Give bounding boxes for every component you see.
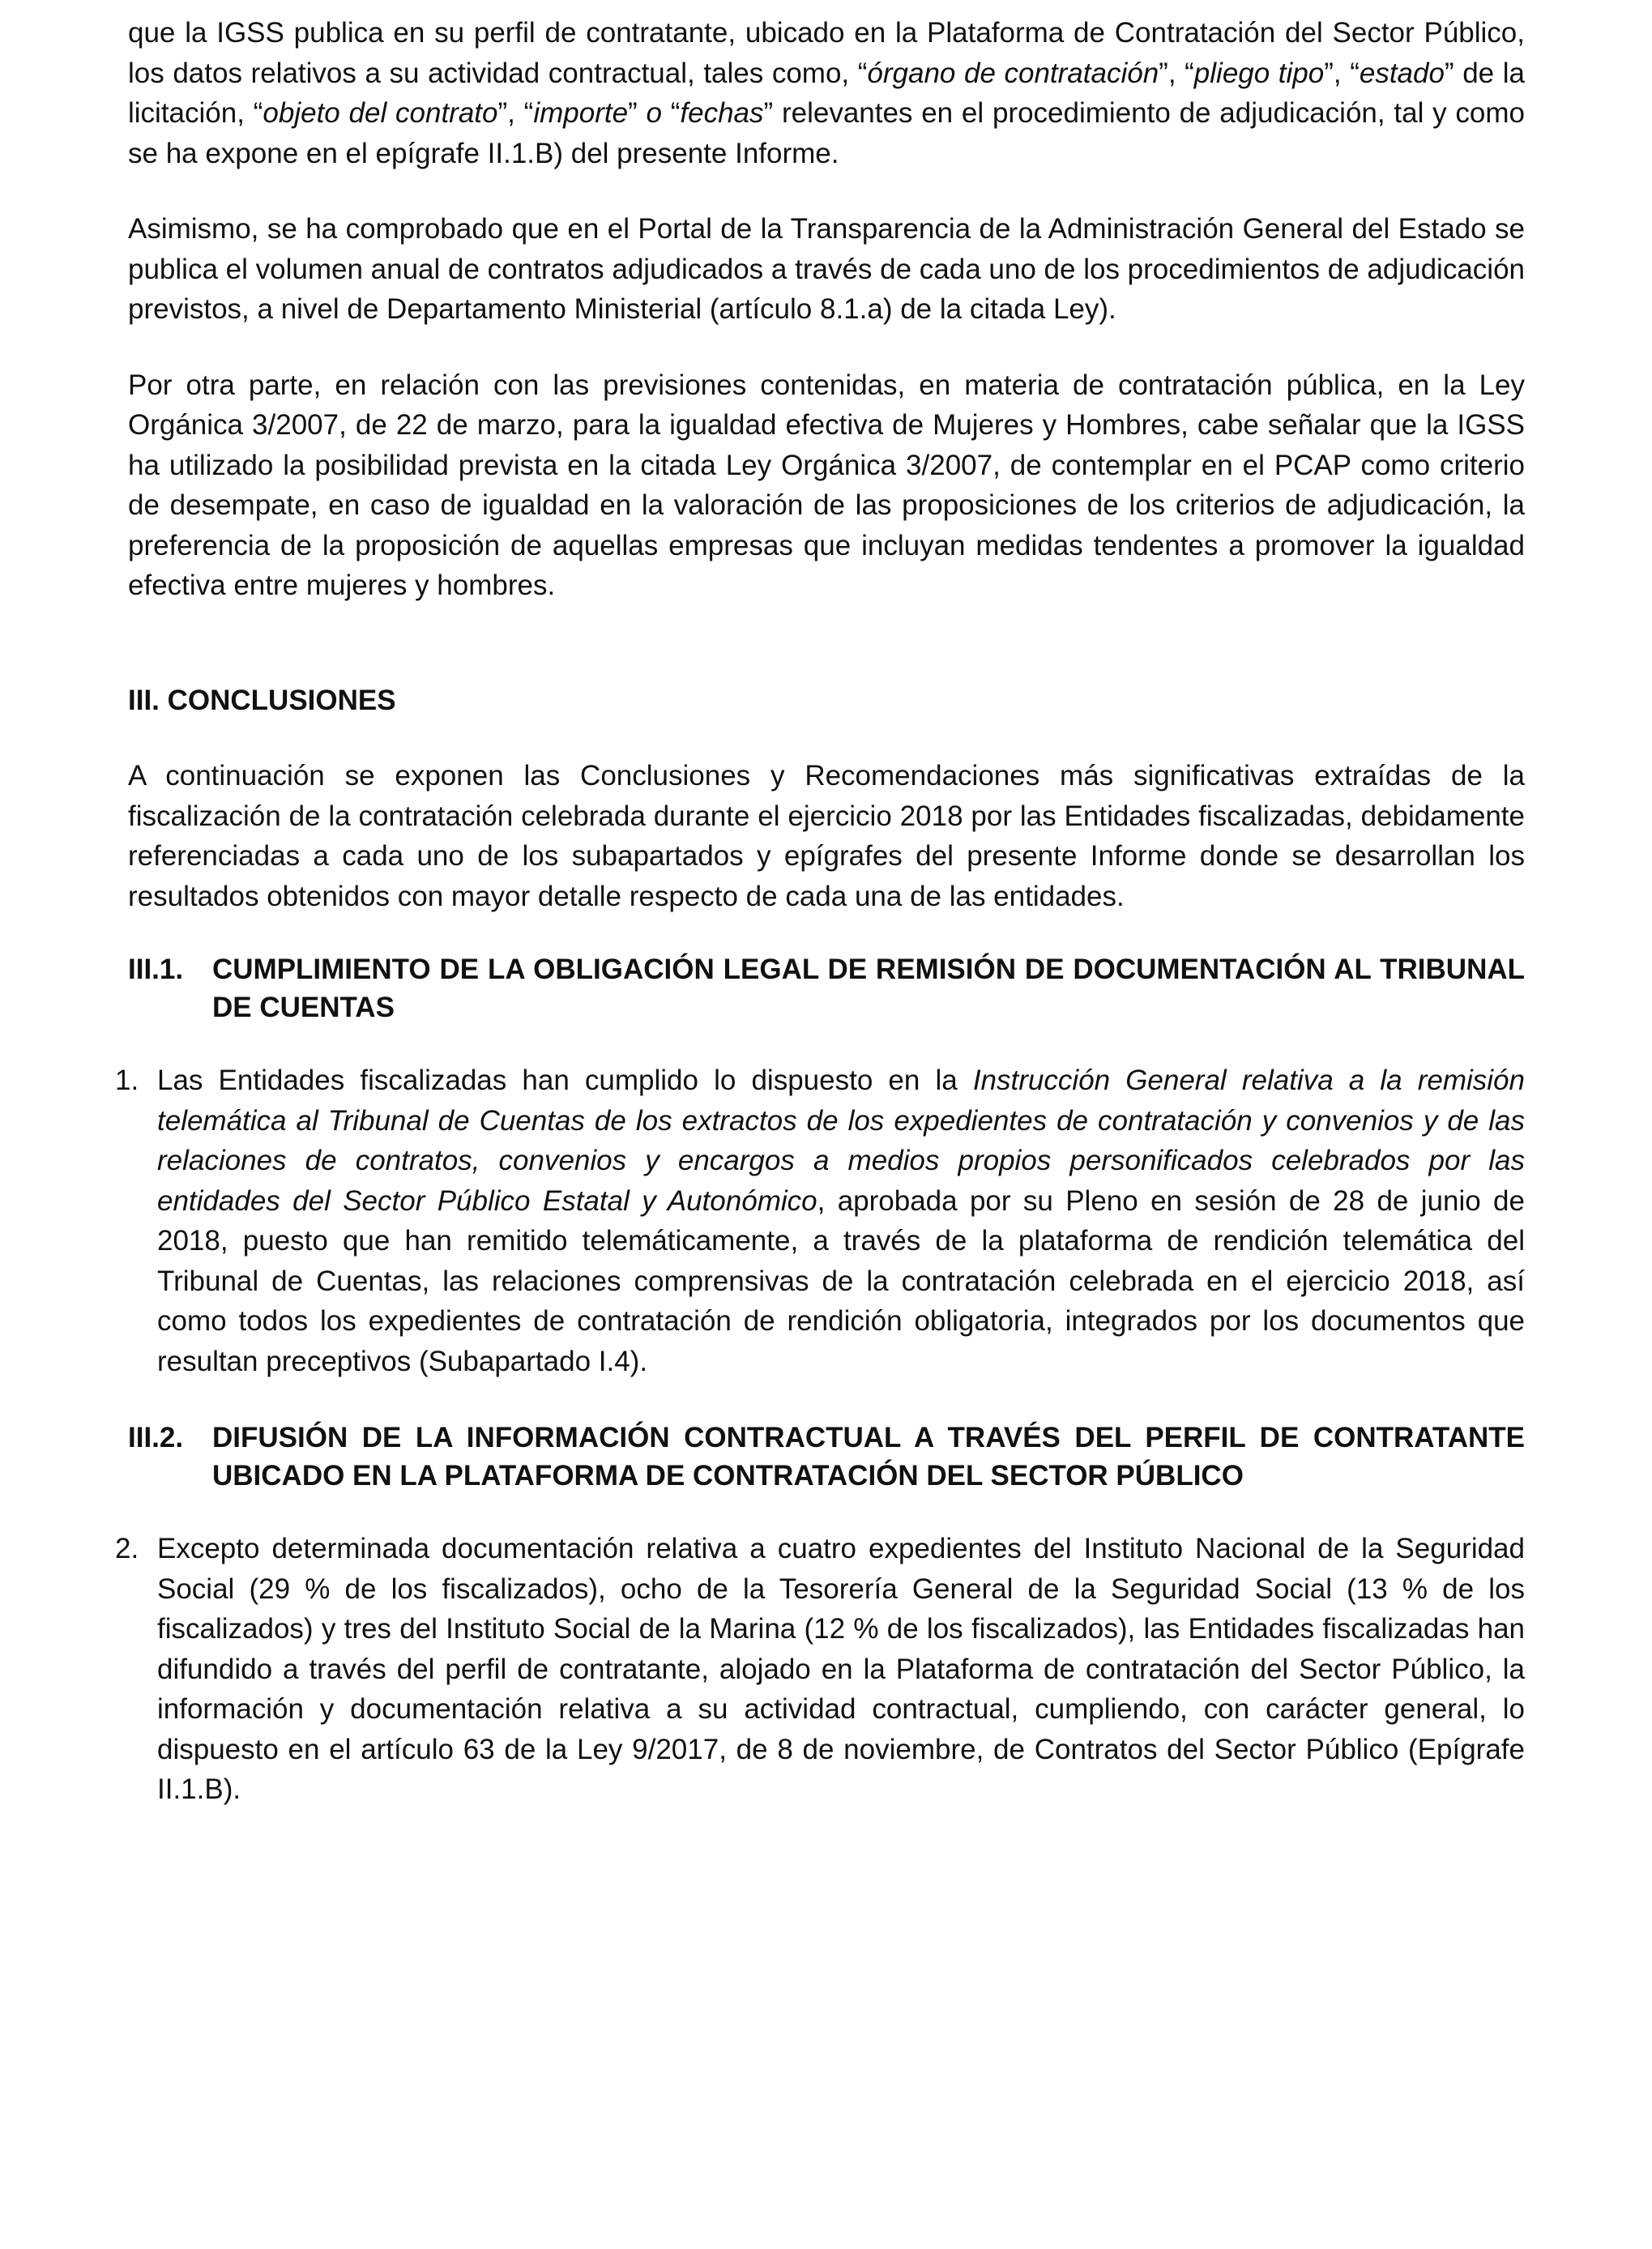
text-segment: órgano de contratación — [867, 57, 1159, 89]
subsection-number: III.1. — [128, 954, 184, 985]
text-segment: ” — [628, 97, 647, 129]
text-segment: Las Entidades fiscalizadas han cumplido lo dispuesto en la — [157, 1065, 973, 1096]
subsection-number: III.2. — [128, 1422, 184, 1453]
text-segment: Instrucción General relativa a la remisión telemática al Tribunal de Cuentas de los extractos de los expedientes de contratación y convenios y de las relaciones de contratos, convenios y encargos a medios propios personificados celebrados por las entidades del Sector Público Estatal y Autonómico — [157, 1065, 1525, 1217]
document-page — [115, 13, 1525, 1810]
section-heading-conclusiones: III. CONCLUSIONES — [128, 684, 396, 716]
text-segment: ”, “ — [1159, 57, 1194, 89]
subsection-title: DIFUSIÓN DE LA INFORMACIÓN CONTRACTUAL A TRAVÉS DEL PERFIL DE CONTRATANTE UBICADO EN LA PLATAFORMA DE CONTRATACIÓN DEL SECTOR PÚBLICO — [212, 1422, 1525, 1492]
text-segment: ”, “ — [1324, 57, 1360, 89]
item-number: 1. — [115, 1065, 139, 1096]
subsection-heading-iii-2 — [128, 1419, 1525, 1495]
subsection-heading-iii-1 — [128, 950, 1525, 1026]
item-body — [157, 1529, 1525, 1810]
text-segment: o — [646, 97, 662, 129]
conclusion-item-2 — [115, 1529, 1525, 1810]
text-segment: que la IGSS publica en su perfil de contratante, ubicado en la Plataforma de Contratación del Sector Público, los datos relativos a su actividad contractual, tales como, “ — [128, 17, 1525, 89]
item-body — [157, 1060, 1525, 1381]
text-segment: Por otra parte, en relación con las previsiones contenidas, en materia de contratación pública, en la Ley Orgánica 3/2007, de 22 de marzo, para la igualdad efectiva de Mujeres y Hombres, cabe señalar que la IGSS ha utilizado la posibilidad prevista en la citada Ley Orgánica 3/2007, de contemplar en el PCAP como criterio de desempate, en caso de igualdad en la valoración de las proposiciones de los criterios de adjudicación, la preferencia de la proposición de aquellas empresas que incluyan medidas tendentes a promover la igualdad efectiva entre mujeres y hombres. — [128, 369, 1525, 601]
text-segment: pliego tipo — [1193, 57, 1325, 89]
conclusion-item-1 — [115, 1060, 1525, 1381]
text-segment: , aprobada por su Pleno en sesión de 28 de junio de 2018, puesto que han remitido telemáticamente, a través de la plataforma de rendición telemática del Tribunal de Cuentas, las relaciones comprensivas de la contratación celebrada en el ejercicio 2018, así como todos los expedientes de contratación de rendición obligatoria, integrados por los documentos que resultan preceptivos (Subapartado I.4). — [157, 1184, 1525, 1377]
paragraph-portal-transparencia — [128, 209, 1525, 330]
text-segment: Excepto determinada documentación relativa a cuatro expedientes del Instituto Nacional de la Seguridad Social (29 % de los fiscalizados), ocho de la Tesorería General de la Seguridad Social (13 % de los fiscalizados) y tres del Instituto Social de la Marina (12 % de los fiscalizados), las Entidades fiscalizadas han difundido a través del perfil de contratante, alojado en la Plataforma de contratación del Sector Público, la información y documentación relativa a su actividad contractual, cumpliendo, con carácter general, lo dispuesto en el artículo 63 de la Ley 9/2017, de 8 de noviembre, de Contratos del Sector Público (Epígrafe II.1.B). — [157, 1533, 1525, 1805]
paragraph-ley-igualdad — [128, 365, 1525, 606]
text-segment: objeto del contrato — [263, 97, 498, 129]
subsection-title: CUMPLIMIENTO DE LA OBLIGACIÓN LEGAL DE REMISIÓN DE DOCUMENTACIÓN AL TRIBUNAL DE CUENTAS — [212, 954, 1525, 1023]
paragraph-conclusiones-intro: A continuación se exponen las Conclusiones y Recomendaciones más significativas extraídas de la fiscalización de la contratación celebrada durante el ejercicio 2018 por las Entidades fiscalizadas, debidamente referenciadas a cada uno de los subapartados y epígrafes del presente Informe donde se desarrollan los resultados obtenidos con mayor detalle respecto de cada una de las entidades. — [128, 760, 1525, 912]
text-segment: ”, “ — [497, 97, 534, 129]
text-segment: ” relevantes en el procedimiento de adjudicación, tal y como se ha expone en el epígrafe II.1.B) del presente Informe. — [128, 97, 1525, 169]
paragraph-igss-perfil-contratante — [128, 13, 1525, 173]
text-segment: ” de la licitación, “ — [128, 57, 1525, 129]
text-segment: “ — [661, 97, 681, 129]
text-segment: fechas — [680, 97, 764, 129]
item-number: 2. — [115, 1533, 139, 1564]
text-segment: Asimismo, se ha comprobado que en el Portal de la Transparencia de la Administración General del Estado se publica el volumen anual de contratos adjudicados a través de cada uno de los procedimientos de adjudicación previstos, a nivel de Departamento Ministerial (artículo 8.1.a) de la citada Ley). — [128, 213, 1525, 325]
text-segment: importe — [533, 97, 629, 129]
text-segment: estado — [1359, 57, 1445, 89]
